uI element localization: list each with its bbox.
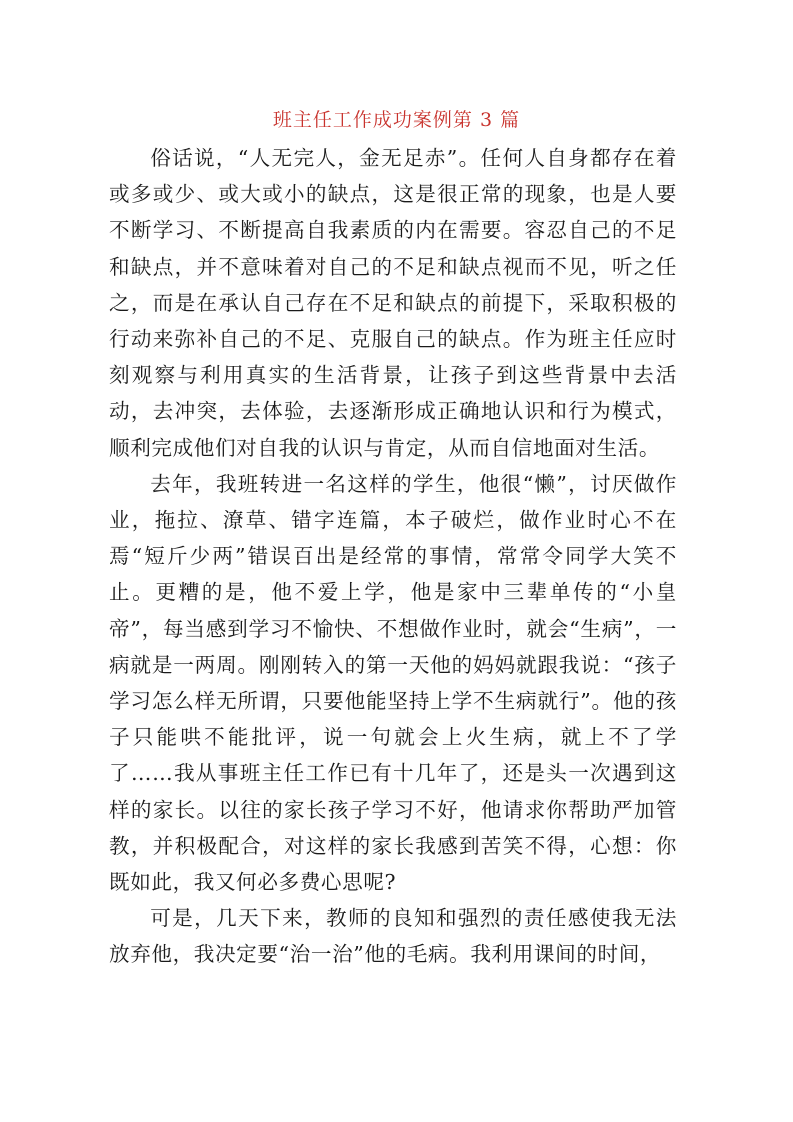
- paragraph-1: 俗话说，“人无完人，金无足赤”。任何人自身都存在着或多或少、或大或小的缺点，这是很正常的现象，也是人要不断学习、不断提高自我素质的内在需要。容忍自己的不足和缺点，并不意味着对自己的不足和缺点视而不见，听之任之，而是在承认自己存在不足和缺点的前提下，采取积极的行动来弥补自己的不足、克服自己的缺点。作为班主任应时刻观察与利用真实的生活背景，让孩子到这些背景中去活动，去冲突，去体验，去逐渐形成正确地认识和行为模式，顺利完成他们对自我的认识与肯定，从而自信地面对生活。: [109, 146, 677, 460]
- document-body: [109, 140, 677, 973]
- paragraph-2: 去年，我班转进一名这样的学生，他很“懒”，讨厌做作业，拖拉、潦草、错字连篇，本子破烂，做作业时心不在焉“短斤少两”错误百出是经常的事情，常常令同学大笑不止。更糟的是，他不爱上学，他是家中三辈单传的“小皇帝”，每当感到学习不愉快、不想做作业时，就会“生病”，一病就是一两周。刚刚转入的第一天他的妈妈就跟我说：“孩子学习怎么样无所谓，只要他能坚持上学不生病就行”。他的孩子只能哄不能批评，说一句就会上火生病，就上不了学了……我从事班主任工作已有十几年了，还是头一次遇到这样的家长。以往的家长孩子学习不好，他请求你帮助严加管教，并积极配合，对这样的家长我感到苦笑不得，心想：你既如此，我又何必多费心思呢?: [109, 471, 677, 895]
- paragraph-3: 可是，几天下来，教师的良知和强烈的责任感使我无法放弃他，我决定要“治一治”他的毛病。我利用课间的时间，: [109, 906, 677, 967]
- document-title: 班主任工作成功案例第 3 篇: [272, 109, 521, 131]
